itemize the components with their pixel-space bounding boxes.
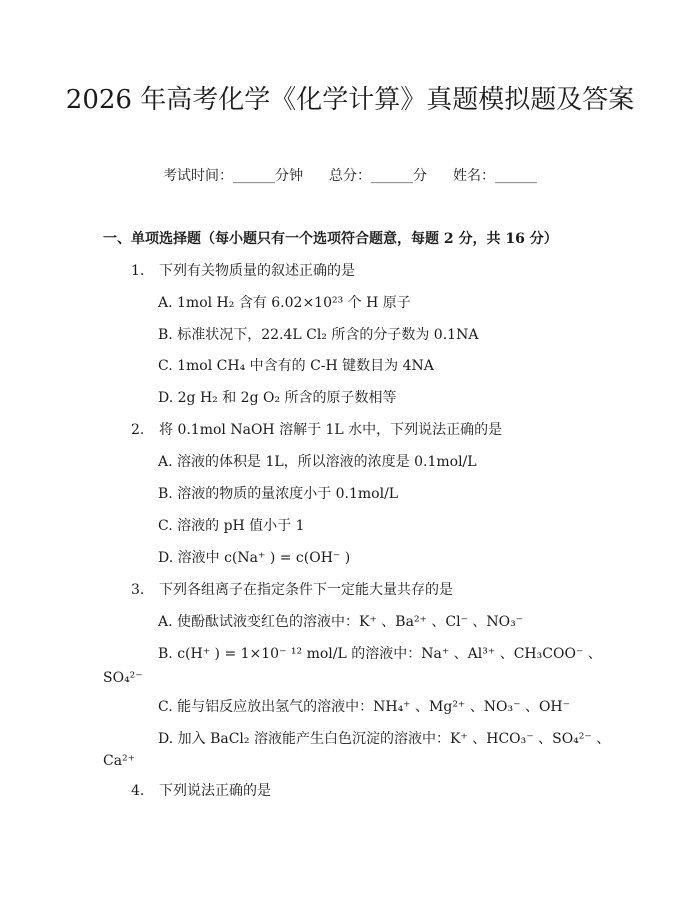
question-3-stem xyxy=(131,580,453,600)
question-number: 3. xyxy=(131,582,145,598)
exam-time-field: 考试时间：______分钟 xyxy=(163,168,303,184)
question-3-option-d: D. 加入 BaCl₂ 溶液能产生白色沉淀的溶液中：K⁺ 、HCO₃⁻ 、SO₄²⁻ 、 xyxy=(158,731,611,747)
document-title: 2026 年高考化学《化学计算》真题模拟题及答案 xyxy=(65,85,635,115)
question-number: 2. xyxy=(131,422,145,438)
question-2-option-b: B. 溶液的物质的量浓度小于 0.1mol/L xyxy=(158,486,399,502)
question-2-stem xyxy=(131,420,502,440)
question-1-option-c: C. 1mol CH₄ 中含有的 C-H 键数目为 4NA xyxy=(158,358,434,374)
question-2-option-d: D. 溶液中 c(Na⁺ ) = c(OH⁻ ) xyxy=(158,550,351,566)
question-text: 下列各组离子在指定条件下一定能大量共存的是 xyxy=(159,582,453,598)
question-3-option-b: B. c(H⁺ ) = 1×10⁻ ¹² mol/L 的溶液中：Na⁺ 、Al³⁺ 、CH₃COO⁻ 、 xyxy=(158,646,602,662)
question-3-option-c: C. 能与铝反应放出氢气的溶液中：NH₄⁺ 、Mg²⁺ 、NO₃⁻ 、OH⁻ xyxy=(158,699,571,715)
name-field: 姓名：______ xyxy=(453,168,537,184)
question-2-option-a: A. 溶液的体积是 1L，所以溶液的浓度是 0.1mol/L xyxy=(158,454,477,470)
question-3-option-b-continued: SO₄²⁻ xyxy=(103,670,143,686)
total-score-field: 总分：______分 xyxy=(329,168,427,184)
question-1-option-d: D. 2g H₂ 和 2g O₂ 所含的原子数相等 xyxy=(158,390,397,406)
exam-info xyxy=(0,166,700,186)
question-text: 下列说法正确的是 xyxy=(159,783,271,799)
question-number: 4. xyxy=(131,783,145,799)
section-heading: 一、单项选择题（每小题只有一个选项符合题意，每题 2 分，共 16 分） xyxy=(103,231,558,247)
question-1-option-b: B. 标准状况下，22.4L Cl₂ 所含的分子数为 0.1NA xyxy=(158,327,479,343)
question-1-stem xyxy=(131,261,355,281)
question-3-option-a: A. 使酚酞试液变红色的溶液中：K⁺ 、Ba²⁺ 、Cl⁻ 、NO₃⁻ xyxy=(158,614,524,630)
question-1-option-a: A. 1mol H₂ 含有 6.02×10²³ 个 H 原子 xyxy=(158,295,411,311)
question-3-option-d-continued: Ca²⁺ xyxy=(103,753,136,769)
question-4-stem xyxy=(131,781,271,801)
question-text: 将 0.1mol NaOH 溶解于 1L 水中，下列说法正确的是 xyxy=(159,422,503,438)
question-number: 1. xyxy=(131,263,145,279)
question-text: 下列有关物质量的叙述正确的是 xyxy=(159,263,355,279)
question-2-option-c: C. 溶液的 pH 值小于 1 xyxy=(158,518,305,534)
